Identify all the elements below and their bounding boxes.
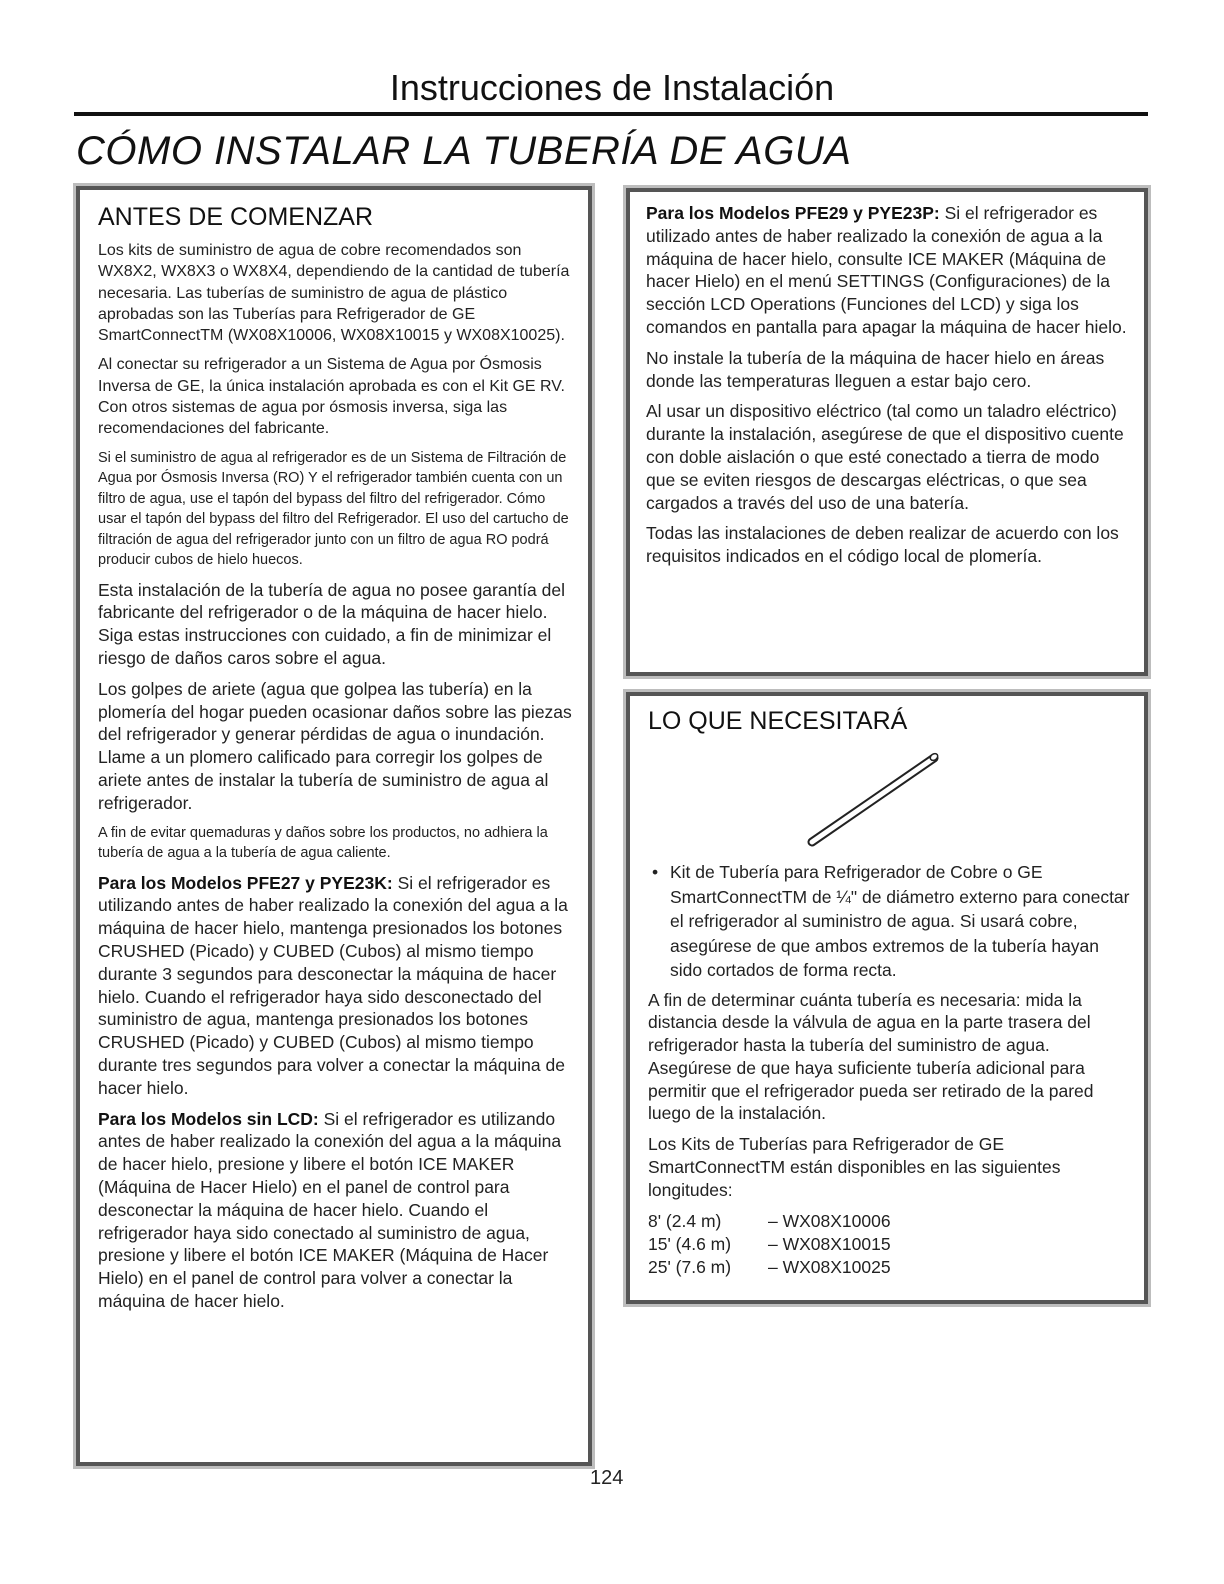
before-start-box [76, 186, 592, 1466]
length-value: 25' (7.6 m) [648, 1256, 732, 1277]
length-row [648, 1210, 1132, 1233]
tubing-illustration [798, 744, 948, 854]
models-text-no-lcd: Si el refrigerador es utilizando antes de haber realizado la conexión del agua a la máquina de hacer hielo, presione y libere el botón ICE MAKER (Máquina de Hacer Hielo) en el panel de control para desconectar la máquina de hacer hielo. Cuando el refrigerador haya sido conectado al suministro de agua, presione y libere el botón ICE MAKER (Máquina de Hacer Hielo) en el panel de control para volver a conectar la máquina de hacer hielo. [98, 1108, 562, 1311]
section-title: CÓMO INSTALAR LA TUBERÍA DE AGUA [76, 129, 852, 173]
before-start-paragraph-4: Esta instalación de la tubería de agua no posee garantía del fabricante del refrigerador o de la máquina de hacer hielo. Siga estas instrucciones con cuidado, a fin de minimizar el riesgo de daños caros sobre el agua. [98, 579, 566, 669]
models-paragraph-3: Al usar un dispositivo eléctrico (tal como un taladro eléctrico) durante la instalación, asegúrese de que el dispositivo cuente con doble aislación o que esté conectado a tierra de modo que se eviten riesgos de descargas eléctricas, o que sea cargados a través del uso de una batería. [646, 401, 1124, 513]
before-start-paragraph-1: Los kits de suministro de agua de cobre recomendados son WX8X2, WX8X3 o WX8X4, dependiendo de la cantidad de tubería necesaria. Las tuberías de suministro de agua de plástico aprobadas son las Tuberías para Refrigerador de GE SmartConnectTM (WX08X10006, WX08X10015 y WX08X10025). [98, 242, 570, 345]
needs-heading: LO QUE NECESITARÁ [648, 707, 908, 735]
before-start-paragraph-3: Si el suministro de agua al refrigerador es de un Sistema de Filtración de Agua por Ósmosis Inversa (RO) Y el refrigerador también cuenta con un filtro de agua, use el tapón del bypass del filtro del refrigerador. Cómo usar el tapón del bypass del filtro del Refrigerador. El uso del cartucho de filtración de agua del refrigerador junto con un filtro de agua RO podrá producir cubos de hielo huecos. [98, 449, 569, 569]
page-header-title: Instrucciones de Instalación [389, 67, 835, 108]
models-label-pfe29: Para los Modelos PFE29 y PYE23P: [646, 203, 940, 223]
length-row [648, 1256, 1132, 1279]
before-start-paragraph-5: Los golpes de ariete (agua que golpea las tubería) en la plomería del hogar pueden ocasionar daños sobre las piezas del refrigerador y generar pérdidas de agua o inundación. Llame a un plomero calificado para corregir los golpes de ariete antes de instalar la tubería de suministro de agua al refrigerador. [98, 678, 572, 813]
models-label-no-lcd: Para los Modelos sin LCD: [98, 1108, 319, 1129]
length-part-number: – WX08X10015 [768, 1233, 891, 1254]
before-start-paragraph-2: Al conectar su refrigerador a un Sistema de Agua por Ósmosis Inversa de GE, la única instalación aprobada es con el Kit GE RV. Con otros sistemas de agua por ósmosis inversa, siga las recomendaciones del fabricante. [98, 356, 565, 438]
needs-box [626, 692, 1148, 1304]
header-rule [74, 112, 1148, 116]
needs-paragraph-2: Los Kits de Tuberías para Refrigerador de GE SmartConnectTM están disponibles en las siguientes longitudes: [648, 1134, 1061, 1200]
models-text-pfe27: Si el refrigerador es utilizando antes de haber realizado la conexión del agua a la máquina de hacer hielo, mantenga presionados los botones CRUSHED (Picado) y CUBED (Cubos) al mismo tiempo durante 3 segundos para desconectar la máquina de hacer hielo. Cuando el refrigerador haya sido desconectado del suministro de agua, mantenga presionados los botones CRUSHED (Picado) y CUBED (Cubos) al mismo tiempo durante tres segundos para volver a conectar la máquina de hacer hielo. [98, 872, 568, 1098]
needs-paragraph-1: A fin de determinar cuánta tubería es necesaria: mida la distancia desde la válvula de agua en la parte trasera del refrigerador hasta la tubería del suministro de agua. Asegúrese de que haya suficiente tubería adicional para permitir que el refrigerador pueda ser retirado de la pared luego de la instalación. [648, 989, 1094, 1124]
models-box [626, 188, 1148, 676]
models-label-pfe27: Para los Modelos PFE27 y PYE23K: [98, 872, 393, 893]
bullet-icon: • [652, 862, 659, 882]
needs-bullet [648, 860, 1132, 983]
page-number: 124 [590, 1467, 624, 1489]
before-start-paragraph-8 [98, 1108, 572, 1313]
models-text-pfe29: Si el refrigerador es utilizado antes de haber realizado la conexión de agua a la máquina de hacer hielo, consulte ICE MAKER (Máquina de hacer Hielo) en el menú SETTINGS (Configuraciones) de la sección LCD Operations (Funciones del LCD) y siga los comandos en pantalla para apagar la máquina de hacer hielo. [646, 203, 1127, 337]
before-start-paragraph-7 [98, 872, 572, 1100]
models-paragraph-2: No instale la tubería de la máquina de hacer hielo en áreas donde las temperaturas lleguen a estar bajo cero. [646, 347, 1105, 391]
length-part-number: – WX08X10006 [768, 1210, 891, 1231]
tubing-shape [812, 752, 939, 842]
needs-bullet-text: Kit de Tubería para Refrigerador de Cobre o GE SmartConnectTM de ¼" de diámetro externo para conectar el refrigerador al suministro de agua. Si usará cobre, asegúrese de que ambos extremos de la tubería hayan sido cortados de forma recta. [670, 862, 1130, 980]
before-start-heading: ANTES DE COMENZAR [98, 203, 374, 231]
before-start-paragraph-6: A fin de evitar quemaduras y daños sobre los productos, no adhiera la tubería de agua a la tubería de agua caliente. [98, 824, 548, 862]
lengths-list [648, 1210, 1132, 1279]
models-paragraph-1 [646, 202, 1132, 339]
length-value: 15' (4.6 m) [648, 1233, 732, 1254]
length-part-number: – WX08X10025 [768, 1256, 891, 1277]
length-value: 8' (2.4 m) [648, 1210, 722, 1231]
length-row [648, 1233, 1132, 1256]
models-paragraph-4: Todas las instalaciones de deben realizar de acuerdo con los requisitos indicados en el código local de plomería. [646, 523, 1119, 567]
